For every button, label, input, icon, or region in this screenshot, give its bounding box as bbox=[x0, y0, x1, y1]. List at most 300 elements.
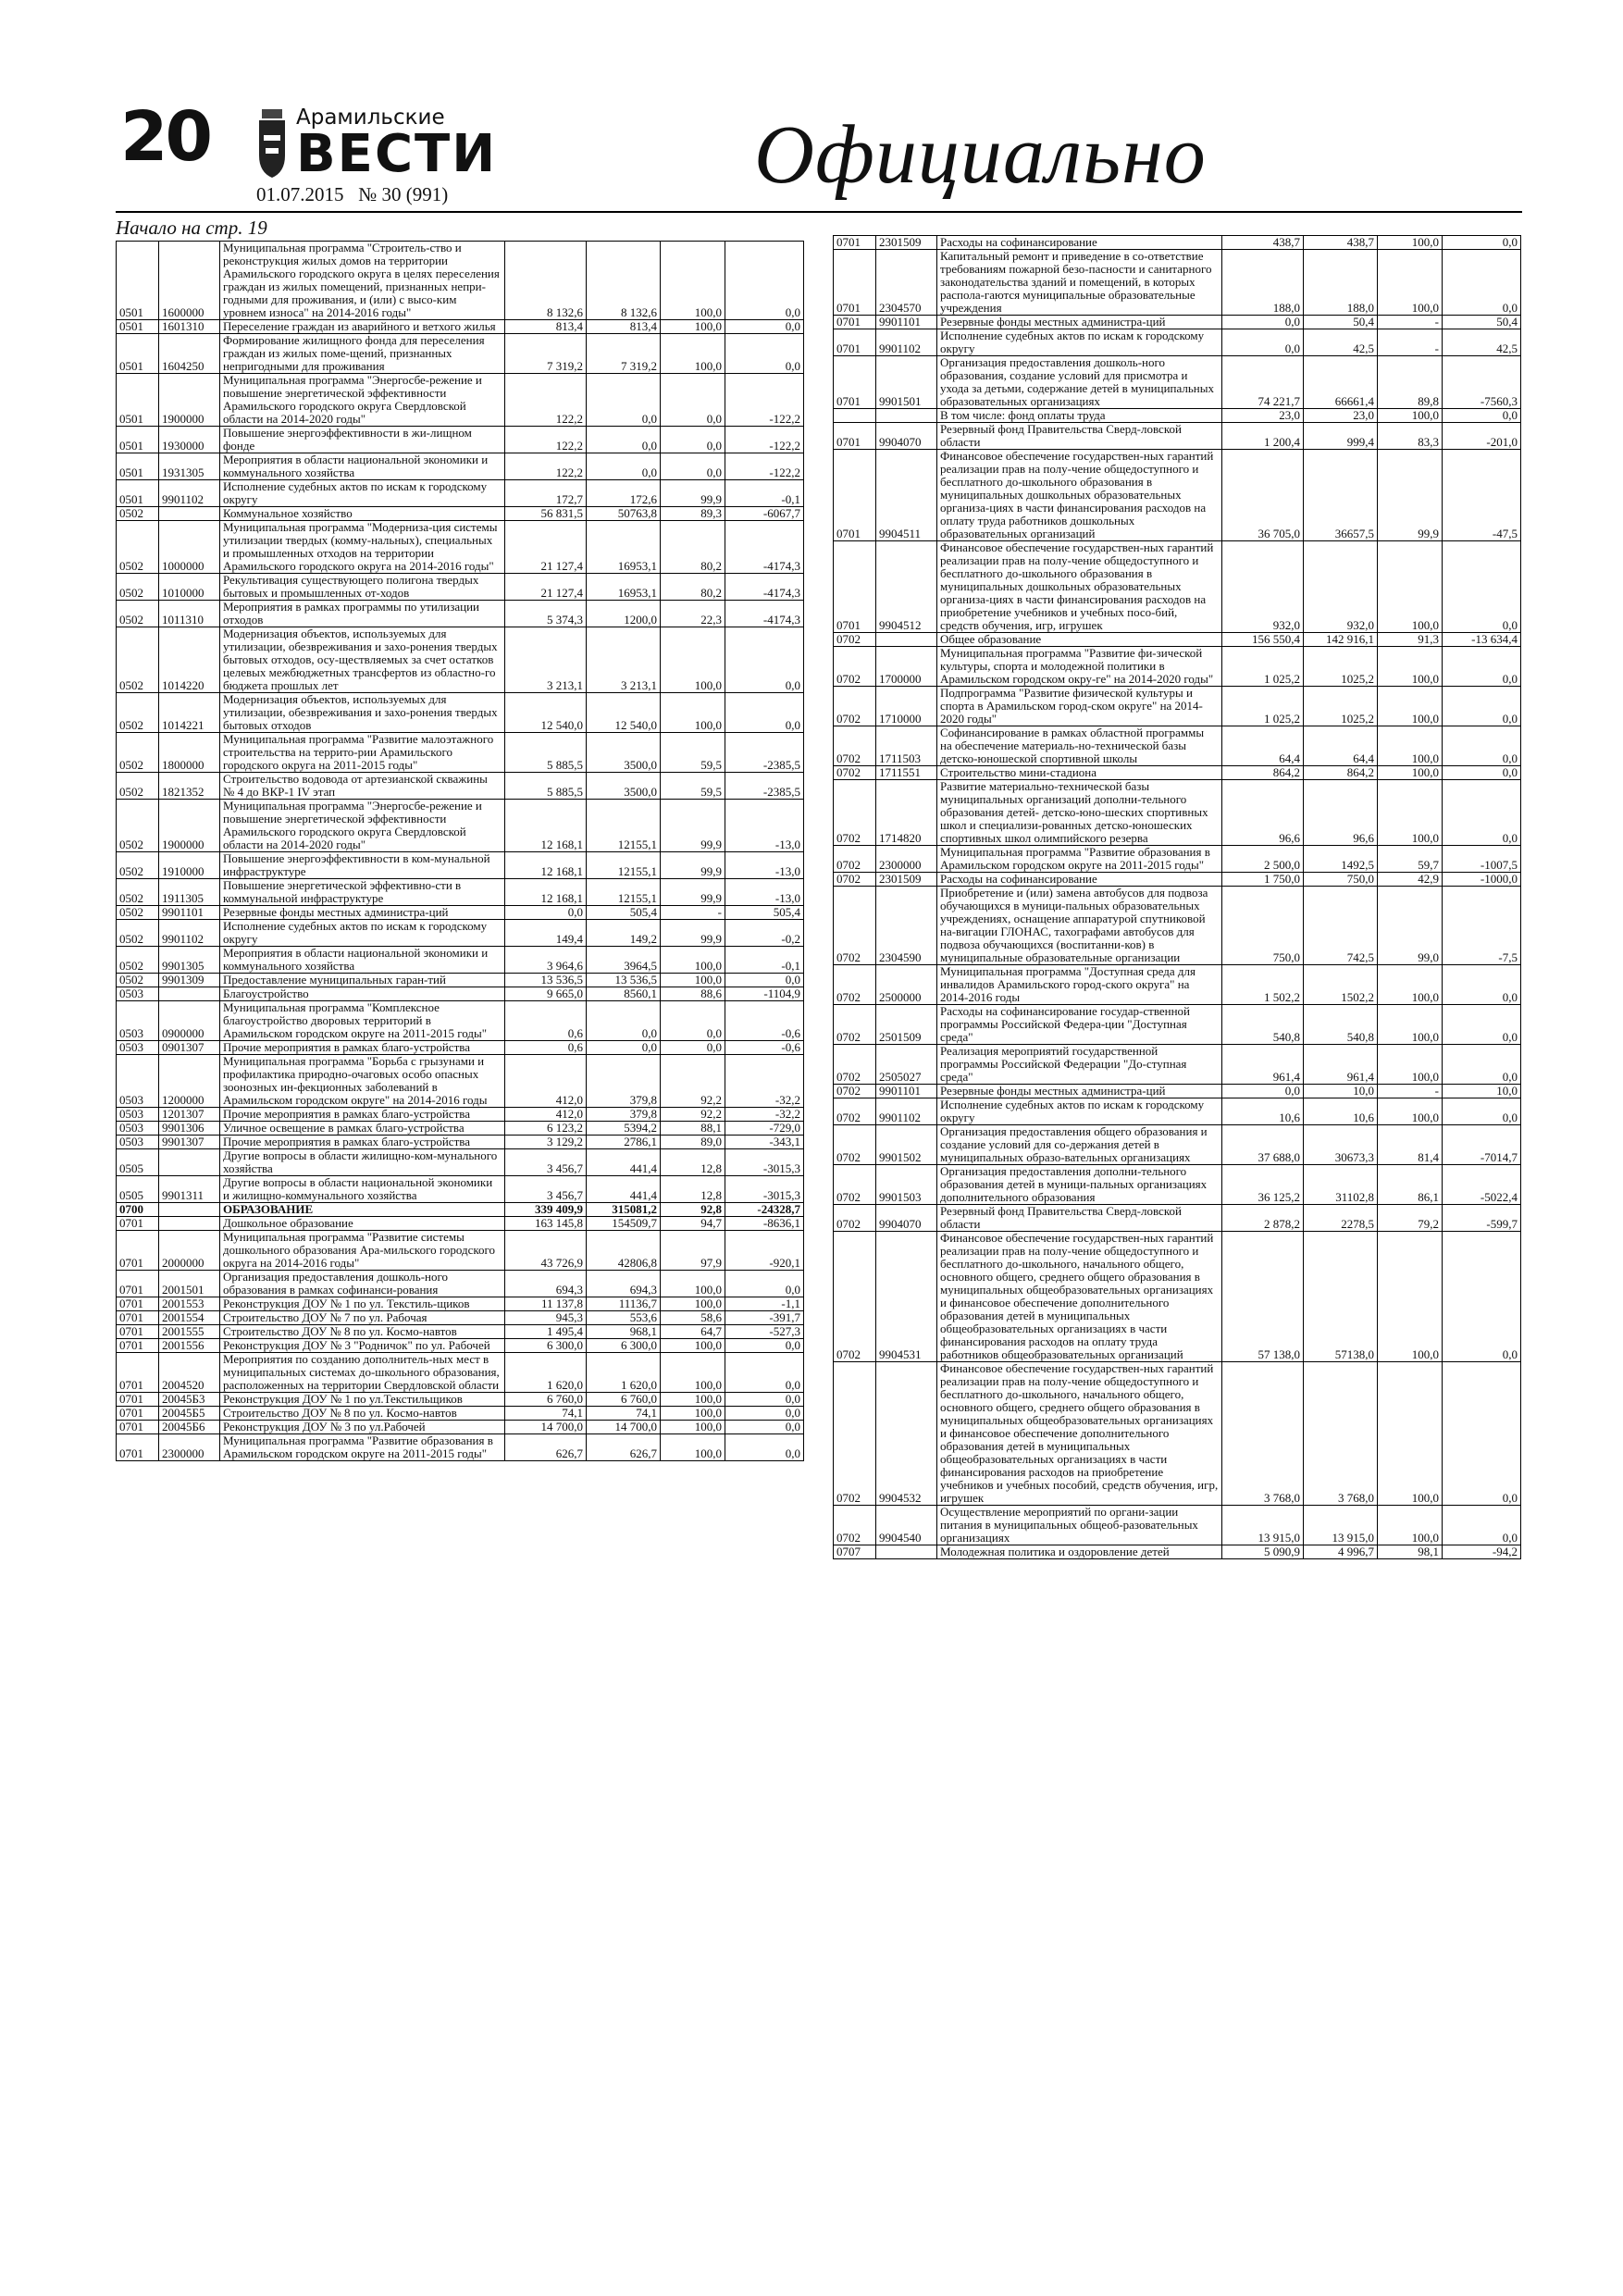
section-code-cell: 0502 bbox=[117, 574, 159, 601]
article-code-cell: 2001555 bbox=[159, 1325, 220, 1339]
table-row bbox=[834, 766, 1521, 780]
section-code-cell: 0701 bbox=[834, 316, 876, 329]
article-code-cell: 2001554 bbox=[159, 1311, 220, 1325]
deviation-cell: 0,0 bbox=[1443, 965, 1521, 1005]
article-code-cell: 2004520 bbox=[159, 1353, 220, 1393]
article-code-cell: 9904532 bbox=[876, 1362, 937, 1506]
deviation-cell: 10,0 bbox=[1443, 1085, 1521, 1098]
article-code-cell bbox=[159, 1149, 220, 1176]
section-title: Официально bbox=[754, 109, 1207, 201]
table-row bbox=[117, 800, 804, 852]
item-name-cell: Уличное освещение в рамках благо-устройства bbox=[220, 1122, 505, 1136]
deviation-cell: -1,1 bbox=[725, 1297, 804, 1311]
section-code-cell: 0501 bbox=[117, 320, 159, 334]
item-name-cell: Строительство ДОУ № 8 по ул. Космо-навтов bbox=[220, 1407, 505, 1421]
article-code-cell: 1711503 bbox=[876, 726, 937, 766]
section-code-cell: 0502 bbox=[117, 852, 159, 879]
planned-amount-cell: 12 168,1 bbox=[505, 800, 587, 852]
item-name-cell: Повышение энергетической эффективно-сти в коммунальной инфраструктуре bbox=[220, 879, 505, 906]
article-code-cell: 9901306 bbox=[159, 1122, 220, 1136]
table-row bbox=[834, 1005, 1521, 1045]
table-row bbox=[834, 846, 1521, 873]
executed-amount-cell: 66661,4 bbox=[1304, 356, 1378, 409]
executed-amount-cell: 74,1 bbox=[587, 1407, 661, 1421]
percent-cell: 59,7 bbox=[1378, 846, 1443, 873]
budget-table-right bbox=[833, 235, 1521, 1559]
deviation-cell: -7014,7 bbox=[1443, 1125, 1521, 1165]
executed-amount-cell: 42806,8 bbox=[587, 1231, 661, 1271]
section-code-cell: 0701 bbox=[834, 236, 876, 250]
issue-info bbox=[256, 183, 448, 206]
executed-amount-cell: 0,0 bbox=[587, 427, 661, 453]
section-code-cell: 0702 bbox=[834, 887, 876, 965]
article-code-cell: 2301509 bbox=[876, 236, 937, 250]
executed-amount-cell: 1200,0 bbox=[587, 601, 661, 627]
item-name-cell: Мероприятия в области национальной экономики и коммунального хозяйства bbox=[220, 453, 505, 480]
planned-amount-cell: 172,7 bbox=[505, 480, 587, 507]
table-row bbox=[117, 242, 804, 320]
percent-cell: 100,0 bbox=[1378, 236, 1443, 250]
table-row bbox=[117, 521, 804, 574]
section-code-cell: 0501 bbox=[117, 427, 159, 453]
item-name-cell: Мероприятия по созданию дополнитель-ных мест в муниципальных системах до-школьного образования, расположенных на территории Свердловской области bbox=[220, 1353, 505, 1393]
section-code-cell: 0707 bbox=[834, 1545, 876, 1559]
percent-cell: 99,9 bbox=[1378, 450, 1443, 541]
percent-cell: 80,2 bbox=[661, 521, 725, 574]
percent-cell: 92,8 bbox=[661, 1203, 725, 1217]
executed-amount-cell: 14 700,0 bbox=[587, 1421, 661, 1434]
executed-amount-cell: 172,6 bbox=[587, 480, 661, 507]
planned-amount-cell: 813,4 bbox=[505, 320, 587, 334]
deviation-cell: -8636,1 bbox=[725, 1217, 804, 1231]
percent-cell: 64,7 bbox=[661, 1325, 725, 1339]
percent-cell: 100,0 bbox=[661, 1407, 725, 1421]
section-code-cell: 0702 bbox=[834, 846, 876, 873]
item-name-cell: Повышение энергоэффективности в ком-мунальной инфраструктуре bbox=[220, 852, 505, 879]
section-code-cell: 0701 bbox=[117, 1407, 159, 1421]
section-code-cell: 0502 bbox=[117, 947, 159, 974]
executed-amount-cell: 864,2 bbox=[1304, 766, 1378, 780]
section-code-cell: 0501 bbox=[117, 242, 159, 320]
article-code-cell: 2300000 bbox=[876, 846, 937, 873]
article-code-cell: 1014221 bbox=[159, 693, 220, 733]
percent-cell: 89,3 bbox=[661, 507, 725, 521]
article-code-cell: 2301509 bbox=[876, 873, 937, 887]
section-code-cell: 0502 bbox=[117, 906, 159, 920]
executed-amount-cell: 379,8 bbox=[587, 1108, 661, 1122]
item-name-cell: Резервные фонды местных администра-ций bbox=[220, 906, 505, 920]
planned-amount-cell: 945,3 bbox=[505, 1311, 587, 1325]
percent-cell: - bbox=[661, 906, 725, 920]
article-code-cell: 20045Б6 bbox=[159, 1421, 220, 1434]
article-code-cell: 1000000 bbox=[159, 521, 220, 574]
planned-amount-cell: 5 885,5 bbox=[505, 773, 587, 800]
table-row bbox=[117, 1203, 804, 1217]
item-name-cell: Благоустройство bbox=[220, 987, 505, 1001]
planned-amount-cell: 1 025,2 bbox=[1222, 687, 1304, 726]
planned-amount-cell: 122,2 bbox=[505, 427, 587, 453]
item-name-cell: Прочие мероприятия в рамках благо-устройства bbox=[220, 1108, 505, 1122]
section-code-cell: 0701 bbox=[117, 1339, 159, 1353]
percent-cell: 100,0 bbox=[1378, 409, 1443, 423]
article-code-cell: 9901502 bbox=[876, 1125, 937, 1165]
article-code-cell: 1200000 bbox=[159, 1055, 220, 1108]
deviation-cell: 0,0 bbox=[1443, 1045, 1521, 1085]
executed-amount-cell: 540,8 bbox=[1304, 1005, 1378, 1045]
item-name-cell: Реконструкция ДОУ № 3 по ул.Рабочей bbox=[220, 1421, 505, 1434]
table-row bbox=[834, 726, 1521, 766]
executed-amount-cell: 154509,7 bbox=[587, 1217, 661, 1231]
percent-cell: 12,8 bbox=[661, 1176, 725, 1203]
deviation-cell: -3015,3 bbox=[725, 1149, 804, 1176]
planned-amount-cell: 21 127,4 bbox=[505, 574, 587, 601]
section-code-cell: 0702 bbox=[834, 766, 876, 780]
executed-amount-cell: 50763,8 bbox=[587, 507, 661, 521]
article-code-cell: 1010000 bbox=[159, 574, 220, 601]
planned-amount-cell: 43 726,9 bbox=[505, 1231, 587, 1271]
section-code-cell: 0503 bbox=[117, 1136, 159, 1149]
item-name-cell: Мероприятия в рамках программы по утилизации отходов bbox=[220, 601, 505, 627]
deviation-cell: -3015,3 bbox=[725, 1176, 804, 1203]
planned-amount-cell: 12 168,1 bbox=[505, 852, 587, 879]
item-name-cell: В том числе: фонд оплаты труда bbox=[937, 409, 1222, 423]
planned-amount-cell: 961,4 bbox=[1222, 1045, 1304, 1085]
section-code-cell: 0503 bbox=[117, 1055, 159, 1108]
deviation-cell: -122,2 bbox=[725, 374, 804, 427]
article-code-cell: 9901102 bbox=[159, 920, 220, 947]
executed-amount-cell: 23,0 bbox=[1304, 409, 1378, 423]
table-row bbox=[834, 1045, 1521, 1085]
planned-amount-cell: 0,0 bbox=[1222, 1085, 1304, 1098]
article-code-cell: 9901102 bbox=[876, 1098, 937, 1125]
table-row bbox=[117, 1231, 804, 1271]
item-name-cell: Резервный фонд Правительства Сверд-ловской области bbox=[937, 423, 1222, 450]
table-row bbox=[834, 687, 1521, 726]
item-name-cell: Подпрограмма "Развитие физической культуры и спорта в Арамильском город-ском округе" на 2014-2020 годы" bbox=[937, 687, 1222, 726]
article-code-cell: 9901101 bbox=[876, 1085, 937, 1098]
article-code-cell: 9901101 bbox=[876, 316, 937, 329]
executed-amount-cell: 1502,2 bbox=[1304, 965, 1378, 1005]
percent-cell: 0,0 bbox=[661, 374, 725, 427]
section-code-cell: 0702 bbox=[834, 633, 876, 647]
planned-amount-cell: 1 495,4 bbox=[505, 1325, 587, 1339]
deviation-cell: -32,2 bbox=[725, 1108, 804, 1122]
planned-amount-cell: 5 374,3 bbox=[505, 601, 587, 627]
article-code-cell bbox=[876, 1545, 937, 1559]
planned-amount-cell: 10,6 bbox=[1222, 1098, 1304, 1125]
table-row bbox=[117, 1421, 804, 1434]
planned-amount-cell: 2 878,2 bbox=[1222, 1205, 1304, 1232]
planned-amount-cell: 339 409,9 bbox=[505, 1203, 587, 1217]
deviation-cell: 0,0 bbox=[725, 1271, 804, 1297]
table-row bbox=[834, 1165, 1521, 1205]
article-code-cell: 9901307 bbox=[159, 1136, 220, 1149]
planned-amount-cell: 149,4 bbox=[505, 920, 587, 947]
percent-cell: 100,0 bbox=[661, 1421, 725, 1434]
planned-amount-cell: 438,7 bbox=[1222, 236, 1304, 250]
percent-cell: 100,0 bbox=[1378, 1098, 1443, 1125]
table-row bbox=[117, 334, 804, 374]
item-name-cell: Модернизация объектов, используемых для утилизации, обезвреживания и захо-ронения твердых бытовых отходов, осу-ществляемых за счет остатков целевых межбюджетных трансфертов из областно-го бюджета прошлых лет bbox=[220, 627, 505, 693]
item-name-cell: Муниципальная программа "Борьба с грызунами и профилактика природно-очаговых особо опасных зоонозных ин-фекционных заболеваний в Арамильском городском округе" на 2014-2016 годы bbox=[220, 1055, 505, 1108]
table-row bbox=[834, 541, 1521, 633]
percent-cell: 99,9 bbox=[661, 852, 725, 879]
item-name-cell: Предоставление муниципальных гаран-тий bbox=[220, 974, 505, 987]
executed-amount-cell: 3500,0 bbox=[587, 733, 661, 773]
table-row bbox=[117, 947, 804, 974]
section-code-cell: 0501 bbox=[117, 334, 159, 374]
item-name-cell: Осуществление мероприятий по органи-зации питания в муниципальных общеоб-разовательных организациях bbox=[937, 1506, 1222, 1545]
item-name-cell: Организация предоставления дополни-тельного образования детей в муници-пальных организациях дополнительного образования bbox=[937, 1165, 1222, 1205]
deviation-cell: -0,1 bbox=[725, 480, 804, 507]
section-code-cell: 0701 bbox=[834, 329, 876, 356]
executed-amount-cell: 961,4 bbox=[1304, 1045, 1378, 1085]
issue-date: 01.07.2015 bbox=[256, 183, 344, 205]
deviation-cell: -343,1 bbox=[725, 1136, 804, 1149]
deviation-cell: -2385,5 bbox=[725, 773, 804, 800]
deviation-cell: -47,5 bbox=[1443, 450, 1521, 541]
article-code-cell: 1931305 bbox=[159, 453, 220, 480]
section-code-cell: 0502 bbox=[117, 693, 159, 733]
item-name-cell: Общее образование bbox=[937, 633, 1222, 647]
table-row bbox=[834, 1506, 1521, 1545]
article-code-cell: 2001553 bbox=[159, 1297, 220, 1311]
deviation-cell: -0,1 bbox=[725, 947, 804, 974]
deviation-cell: -4174,3 bbox=[725, 521, 804, 574]
planned-amount-cell: 412,0 bbox=[505, 1055, 587, 1108]
executed-amount-cell: 64,4 bbox=[1304, 726, 1378, 766]
table-row bbox=[117, 1217, 804, 1231]
percent-cell: 100,0 bbox=[661, 627, 725, 693]
executed-amount-cell: 13 536,5 bbox=[587, 974, 661, 987]
executed-amount-cell: 16953,1 bbox=[587, 521, 661, 574]
article-code-cell bbox=[876, 409, 937, 423]
section-code-cell: 0702 bbox=[834, 647, 876, 687]
planned-amount-cell: 13 915,0 bbox=[1222, 1506, 1304, 1545]
item-name-cell: Организация предоставления общего образования и создание условий для со-держания детей в муниципальных образо-вательных организациях bbox=[937, 1125, 1222, 1165]
deviation-cell: -729,0 bbox=[725, 1122, 804, 1136]
section-code-cell: 0702 bbox=[834, 1205, 876, 1232]
article-code-cell: 1604250 bbox=[159, 334, 220, 374]
table-row bbox=[117, 601, 804, 627]
deviation-cell: -1007,5 bbox=[1443, 846, 1521, 873]
item-name-cell: Резервные фонды местных администра-ций bbox=[937, 316, 1222, 329]
table-row bbox=[117, 1122, 804, 1136]
deviation-cell: -391,7 bbox=[725, 1311, 804, 1325]
executed-amount-cell: 149,2 bbox=[587, 920, 661, 947]
item-name-cell: Финансовое обеспечение государствен-ных гарантий реализации прав на полу-чение общедоступного и бесплатного до-школьного, начального общего, основного общего, среднего общего образования в муниципальных общеобразовательных организациях и финансовое обеспечение дополнительного образования детей в муниципальных общеобразовательных организациях в части финансирования расходов на оплату труда работников общеобразовательных организаций bbox=[937, 1232, 1222, 1362]
executed-amount-cell: 142 916,1 bbox=[1304, 633, 1378, 647]
section-code-cell: 0505 bbox=[117, 1149, 159, 1176]
planned-amount-cell: 932,0 bbox=[1222, 541, 1304, 633]
executed-amount-cell: 3500,0 bbox=[587, 773, 661, 800]
article-code-cell: 20045Б3 bbox=[159, 1393, 220, 1407]
percent-cell: 83,3 bbox=[1378, 423, 1443, 450]
percent-cell: 0,0 bbox=[661, 453, 725, 480]
item-name-cell: Расходы на софинансирование bbox=[937, 236, 1222, 250]
article-code-cell: 2505027 bbox=[876, 1045, 937, 1085]
table-row bbox=[117, 507, 804, 521]
planned-amount-cell: 3 129,2 bbox=[505, 1136, 587, 1149]
item-name-cell: Повышение энергоэффективности в жи-лищном фонде bbox=[220, 427, 505, 453]
section-code-cell: 0701 bbox=[117, 1271, 159, 1297]
deviation-cell: 0,0 bbox=[725, 1421, 804, 1434]
section-code-cell: 0701 bbox=[117, 1311, 159, 1325]
deviation-cell: -13,0 bbox=[725, 879, 804, 906]
executed-amount-cell: 42,5 bbox=[1304, 329, 1378, 356]
percent-cell: 100,0 bbox=[661, 242, 725, 320]
item-name-cell: Развитие материально-технической базы муниципальных организаций дополни-тельного образования детей- детско-юно-шеских спортивных школ и специализи-рованных детско-юношеских спортивных школ олимпийского резерва bbox=[937, 780, 1222, 846]
item-name-cell: Муниципальная программа "Развитие малоэтажного строительства на террито-рии Арамильского городского округа на 2011-2015 годы" bbox=[220, 733, 505, 773]
table-row bbox=[117, 1271, 804, 1297]
article-code-cell: 1014220 bbox=[159, 627, 220, 693]
executed-amount-cell: 0,0 bbox=[587, 453, 661, 480]
planned-amount-cell: 122,2 bbox=[505, 374, 587, 427]
executed-amount-cell: 57138,0 bbox=[1304, 1232, 1378, 1362]
deviation-cell: 0,0 bbox=[725, 242, 804, 320]
deviation-cell: 0,0 bbox=[725, 627, 804, 693]
executed-amount-cell: 379,8 bbox=[587, 1055, 661, 1108]
table-row bbox=[117, 627, 804, 693]
item-name-cell: Коммунальное хозяйство bbox=[220, 507, 505, 521]
executed-amount-cell: 96,6 bbox=[1304, 780, 1378, 846]
item-name-cell: Капитальный ремонт и приведение в со-ответствие требованиям пожарной безо-пасности и санитарного законодательства зданий и помещений, в которых распола-гаются муниципальные образовательные учреждения bbox=[937, 250, 1222, 316]
section-code-cell: 0702 bbox=[834, 1045, 876, 1085]
table-row bbox=[117, 453, 804, 480]
planned-amount-cell: 96,6 bbox=[1222, 780, 1304, 846]
item-name-cell: Приобретение и (или) замена автобусов для подвоза обучающихся в муници-пальных образовательных учреждениях, оснащение аппаратурой спутниковой на-вигации ГЛОНАС, тахографами автобусов для подвоза обучающихся (воспитанни-ков) в муниципальные образовательные организации bbox=[937, 887, 1222, 965]
deviation-cell: 0,0 bbox=[1443, 1098, 1521, 1125]
table-row bbox=[117, 1176, 804, 1203]
deviation-cell: -7560,3 bbox=[1443, 356, 1521, 409]
table-row bbox=[834, 1545, 1521, 1559]
planned-amount-cell: 3 456,7 bbox=[505, 1176, 587, 1203]
percent-cell: 100,0 bbox=[661, 1393, 725, 1407]
item-name-cell: Реконструкция ДОУ № 3 "Родничок" по ул. Рабочей bbox=[220, 1339, 505, 1353]
section-code-cell: 0702 bbox=[834, 873, 876, 887]
deviation-cell: -4174,3 bbox=[725, 601, 804, 627]
table-row bbox=[117, 1041, 804, 1055]
percent-cell: 100,0 bbox=[1378, 726, 1443, 766]
planned-amount-cell: 2 500,0 bbox=[1222, 846, 1304, 873]
executed-amount-cell: 4 996,7 bbox=[1304, 1545, 1378, 1559]
percent-cell: 86,1 bbox=[1378, 1165, 1443, 1205]
table-row bbox=[117, 1149, 804, 1176]
planned-amount-cell: 6 300,0 bbox=[505, 1339, 587, 1353]
table-row bbox=[834, 1125, 1521, 1165]
article-code-cell: 9901102 bbox=[876, 329, 937, 356]
executed-amount-cell: 553,6 bbox=[587, 1311, 661, 1325]
percent-cell: 100,0 bbox=[1378, 965, 1443, 1005]
deviation-cell: -122,2 bbox=[725, 453, 804, 480]
table-row bbox=[117, 480, 804, 507]
executed-amount-cell: 10,0 bbox=[1304, 1085, 1378, 1098]
coat-of-arms-icon bbox=[256, 107, 288, 180]
planned-amount-cell: 74,1 bbox=[505, 1407, 587, 1421]
article-code-cell: 9901311 bbox=[159, 1176, 220, 1203]
planned-amount-cell: 694,3 bbox=[505, 1271, 587, 1297]
issue-number: № 30 (991) bbox=[358, 183, 449, 205]
executed-amount-cell: 31102,8 bbox=[1304, 1165, 1378, 1205]
article-code-cell: 1011310 bbox=[159, 601, 220, 627]
executed-amount-cell: 932,0 bbox=[1304, 541, 1378, 633]
table-row bbox=[117, 920, 804, 947]
planned-amount-cell: 5 090,9 bbox=[1222, 1545, 1304, 1559]
section-code-cell: 0702 bbox=[834, 1232, 876, 1362]
executed-amount-cell: 750,0 bbox=[1304, 873, 1378, 887]
article-code-cell: 20045Б5 bbox=[159, 1407, 220, 1421]
article-code-cell: 9901102 bbox=[159, 480, 220, 507]
section-code-cell: 0501 bbox=[117, 453, 159, 480]
deviation-cell: -1104,9 bbox=[725, 987, 804, 1001]
executed-amount-cell: 742,5 bbox=[1304, 887, 1378, 965]
planned-amount-cell: 1 750,0 bbox=[1222, 873, 1304, 887]
deviation-cell: 0,0 bbox=[725, 1393, 804, 1407]
article-code-cell: 9901501 bbox=[876, 356, 937, 409]
executed-amount-cell: 188,0 bbox=[1304, 250, 1378, 316]
percent-cell: 59,5 bbox=[661, 773, 725, 800]
article-code-cell bbox=[159, 507, 220, 521]
section-code-cell: 0701 bbox=[117, 1353, 159, 1393]
percent-cell: 100,0 bbox=[661, 1271, 725, 1297]
item-name-cell: Исполнение судебных актов по искам к городскому округу bbox=[220, 480, 505, 507]
percent-cell: 100,0 bbox=[661, 1339, 725, 1353]
deviation-cell: -0,2 bbox=[725, 920, 804, 947]
percent-cell: 59,5 bbox=[661, 733, 725, 773]
executed-amount-cell: 438,7 bbox=[1304, 236, 1378, 250]
section-code-cell: 0501 bbox=[117, 374, 159, 427]
executed-amount-cell: 505,4 bbox=[587, 906, 661, 920]
planned-amount-cell: 864,2 bbox=[1222, 766, 1304, 780]
item-name-cell: Муниципальная программа "Модерниза-ция системы утилизации твердых (комму-нальных), специальных и промышленных отходов на территории Арамильского городского округа на 2014-2016 годы" bbox=[220, 521, 505, 574]
executed-amount-cell: 36657,5 bbox=[1304, 450, 1378, 541]
section-code-cell: 0502 bbox=[117, 920, 159, 947]
deviation-cell: -2385,5 bbox=[725, 733, 804, 773]
percent-cell: 91,3 bbox=[1378, 633, 1443, 647]
deviation-cell: 0,0 bbox=[1443, 236, 1521, 250]
section-code-cell: 0702 bbox=[834, 1098, 876, 1125]
section-code-cell: 0701 bbox=[117, 1421, 159, 1434]
deviation-cell: 0,0 bbox=[725, 1434, 804, 1461]
deviation-cell: -7,5 bbox=[1443, 887, 1521, 965]
item-name-cell: Муниципальная программа "Энергосбе-режение и повышение энергетической эффективности Арамильского городского округа Свердловской области на 2014-2020 годы" bbox=[220, 374, 505, 427]
table-row bbox=[117, 1325, 804, 1339]
percent-cell: 0,0 bbox=[661, 1001, 725, 1041]
article-code-cell: 1201307 bbox=[159, 1108, 220, 1122]
planned-amount-cell: 0,0 bbox=[1222, 329, 1304, 356]
table-row bbox=[117, 427, 804, 453]
percent-cell: 42,9 bbox=[1378, 873, 1443, 887]
planned-amount-cell: 74 221,7 bbox=[1222, 356, 1304, 409]
table-row bbox=[117, 320, 804, 334]
item-name-cell: Другие вопросы в области национальной экономики и жилищно-коммунального хозяйства bbox=[220, 1176, 505, 1203]
article-code-cell bbox=[876, 633, 937, 647]
section-code-cell: 0502 bbox=[117, 627, 159, 693]
item-name-cell: Строительство мини-стадиона bbox=[937, 766, 1222, 780]
planned-amount-cell: 21 127,4 bbox=[505, 521, 587, 574]
deviation-cell: 0,0 bbox=[725, 693, 804, 733]
planned-amount-cell: 1 025,2 bbox=[1222, 647, 1304, 687]
percent-cell: 81,4 bbox=[1378, 1125, 1443, 1165]
table-row bbox=[834, 873, 1521, 887]
percent-cell: 80,2 bbox=[661, 574, 725, 601]
percent-cell: 100,0 bbox=[661, 334, 725, 374]
deviation-cell: 0,0 bbox=[1443, 647, 1521, 687]
item-name-cell: Финансовое обеспечение государствен-ных гарантий реализации прав на полу-чение общедоступного и бесплатного до-школьного, начального общего, основного общего, среднего общего образования в муниципальных общеобразовательных организациях и финансовое обеспечение дополнительного образования детей в муниципальных общеобразовательных организациях в части финансирования расходов на приобретение учебников и учебных пособий, средств обучения, игр, игрушек bbox=[937, 1362, 1222, 1506]
planned-amount-cell: 57 138,0 bbox=[1222, 1232, 1304, 1362]
deviation-cell: 505,4 bbox=[725, 906, 804, 920]
article-code-cell: 2304570 bbox=[876, 250, 937, 316]
